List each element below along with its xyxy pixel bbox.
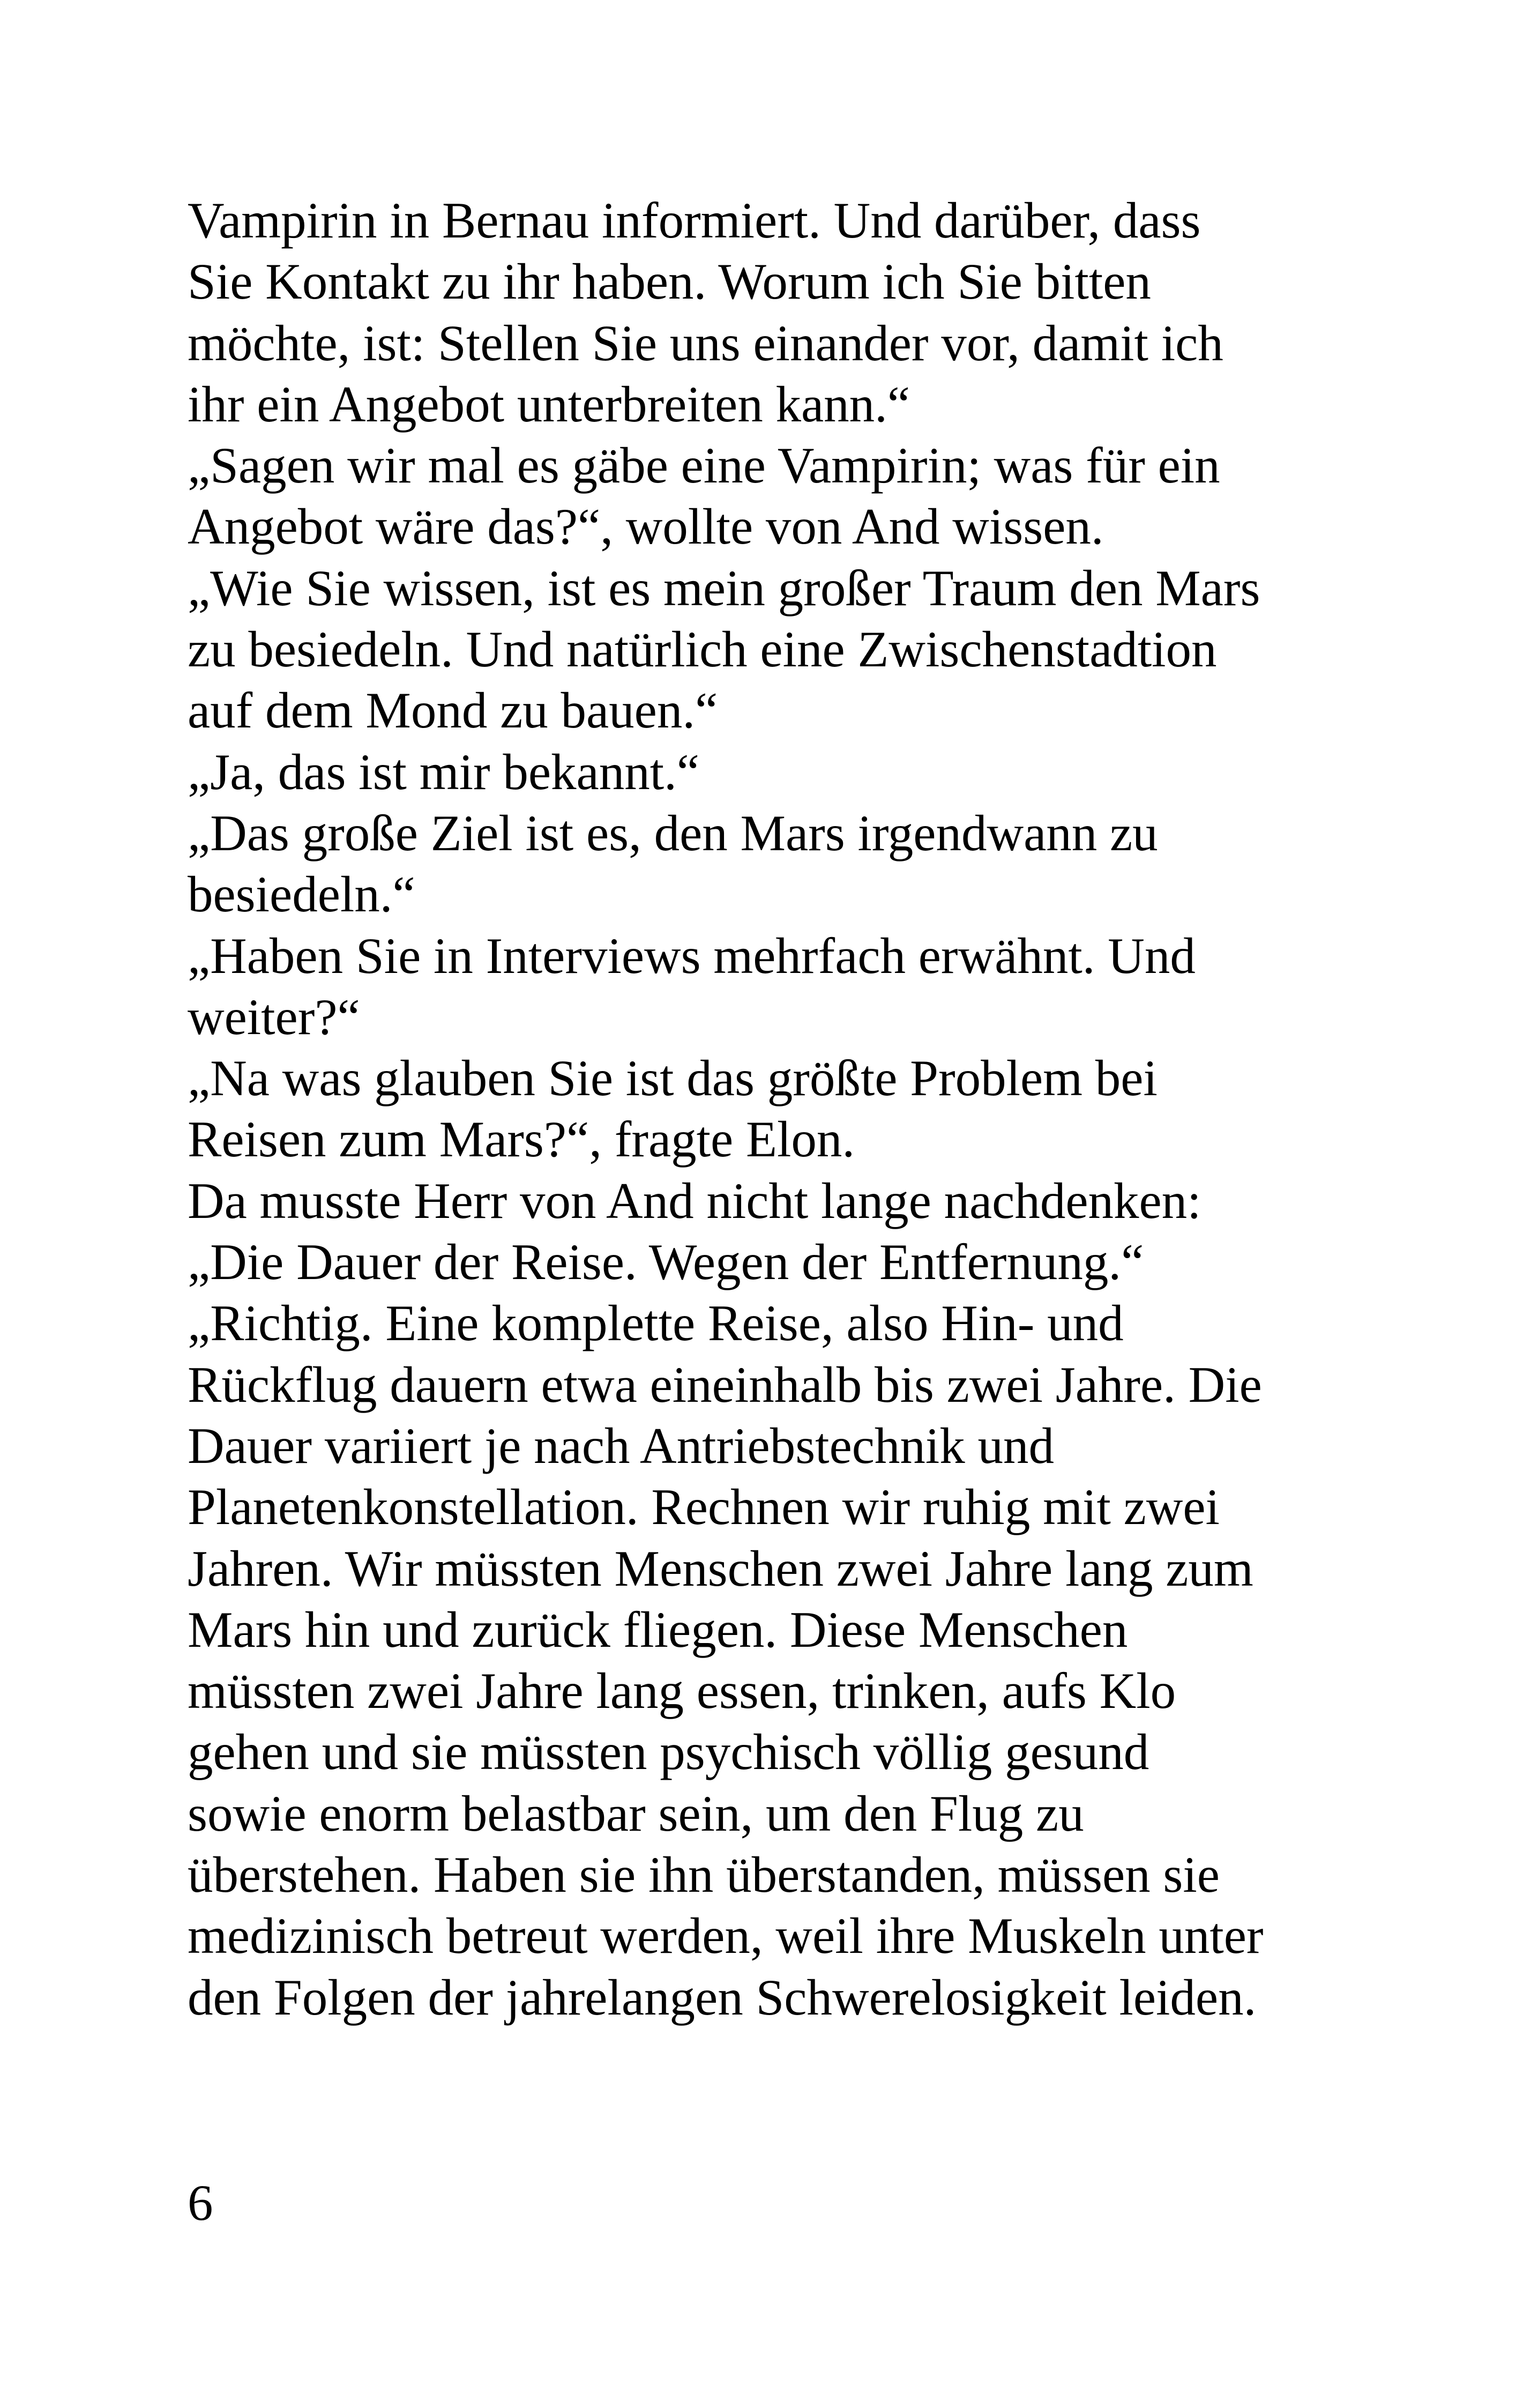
text-line: müssten zwei Jahre lang essen, trinken, aufs Klo <box>188 1662 1176 1720</box>
text-line: „Richtig. Eine komplette Reise, also Hin- und <box>188 1295 1124 1352</box>
text-line: Rückflug dauern etwa eineinhalb bis zwei Jahre. Die <box>188 1356 1262 1413</box>
text-line: Sie Kontakt zu ihr haben. Worum ich Sie bitten <box>188 253 1151 310</box>
text-line: möchte, ist: Stellen Sie uns einander vor, damit ich <box>188 314 1223 371</box>
text-line: medizinisch betreut werden, weil ihre Muskeln unter <box>188 1907 1264 1965</box>
text-line: den Folgen der jahrelangen Schwerelosigkeit leiden. <box>188 1968 1257 2026</box>
text-line: „Sagen wir mal es gäbe eine Vampirin; was für ein <box>188 437 1220 494</box>
text-line: „Na was glauben Sie ist das größte Problem bei <box>188 1050 1158 1107</box>
text-line: „Ja, das ist mir bekannt.“ <box>188 743 700 800</box>
text-line: „Die Dauer der Reise. Wegen der Entfernung.“ <box>188 1233 1144 1291</box>
text-line: „Das große Ziel ist es, den Mars irgendwann zu <box>188 804 1158 861</box>
text-line: besiedeln.“ <box>188 866 415 923</box>
text-line: Reisen zum Mars?“, fragte Elon. <box>188 1111 855 1168</box>
text-line: überstehen. Haben sie ihn überstanden, müssen sie <box>188 1846 1220 1904</box>
text-line: auf dem Mond zu bauen.“ <box>188 682 718 739</box>
text-line: Planetenkonstellation. Rechnen wir ruhig mit zwei <box>188 1478 1220 1536</box>
text-line: „Haben Sie in Interviews mehrfach erwähnt. Und <box>188 927 1196 984</box>
text-line: zu besiedeln. Und natürlich eine Zwischenstadtion <box>188 621 1217 678</box>
text-line: Jahren. Wir müssten Menschen zwei Jahre lang zum <box>188 1540 1253 1597</box>
text-line: sowie enorm belastbar sein, um den Flug zu <box>188 1785 1084 1842</box>
text-line: „Wie Sie wissen, ist es mein großer Traum den Mars <box>188 559 1260 616</box>
text-line: Da musste Herr von And nicht lange nachdenken: <box>188 1172 1201 1229</box>
body-text <box>188 190 1506 2028</box>
text-line: ihr ein Angebot unterbreiten kann.“ <box>188 375 910 433</box>
text-line: Mars hin und zurück fliegen. Diese Menschen <box>188 1601 1128 1658</box>
page-number: 6 <box>188 2174 213 2231</box>
text-line: gehen und sie müssten psychisch völlig gesund <box>188 1723 1149 1781</box>
text-line: weiter?“ <box>188 988 360 1045</box>
text-line: Dauer variiert je nach Antriebstechnik und <box>188 1417 1055 1474</box>
text-line: Vampirin in Bernau informiert. Und darüber, dass <box>188 192 1201 249</box>
text-line: Angebot wäre das?“, wollte von And wissen. <box>188 498 1104 555</box>
